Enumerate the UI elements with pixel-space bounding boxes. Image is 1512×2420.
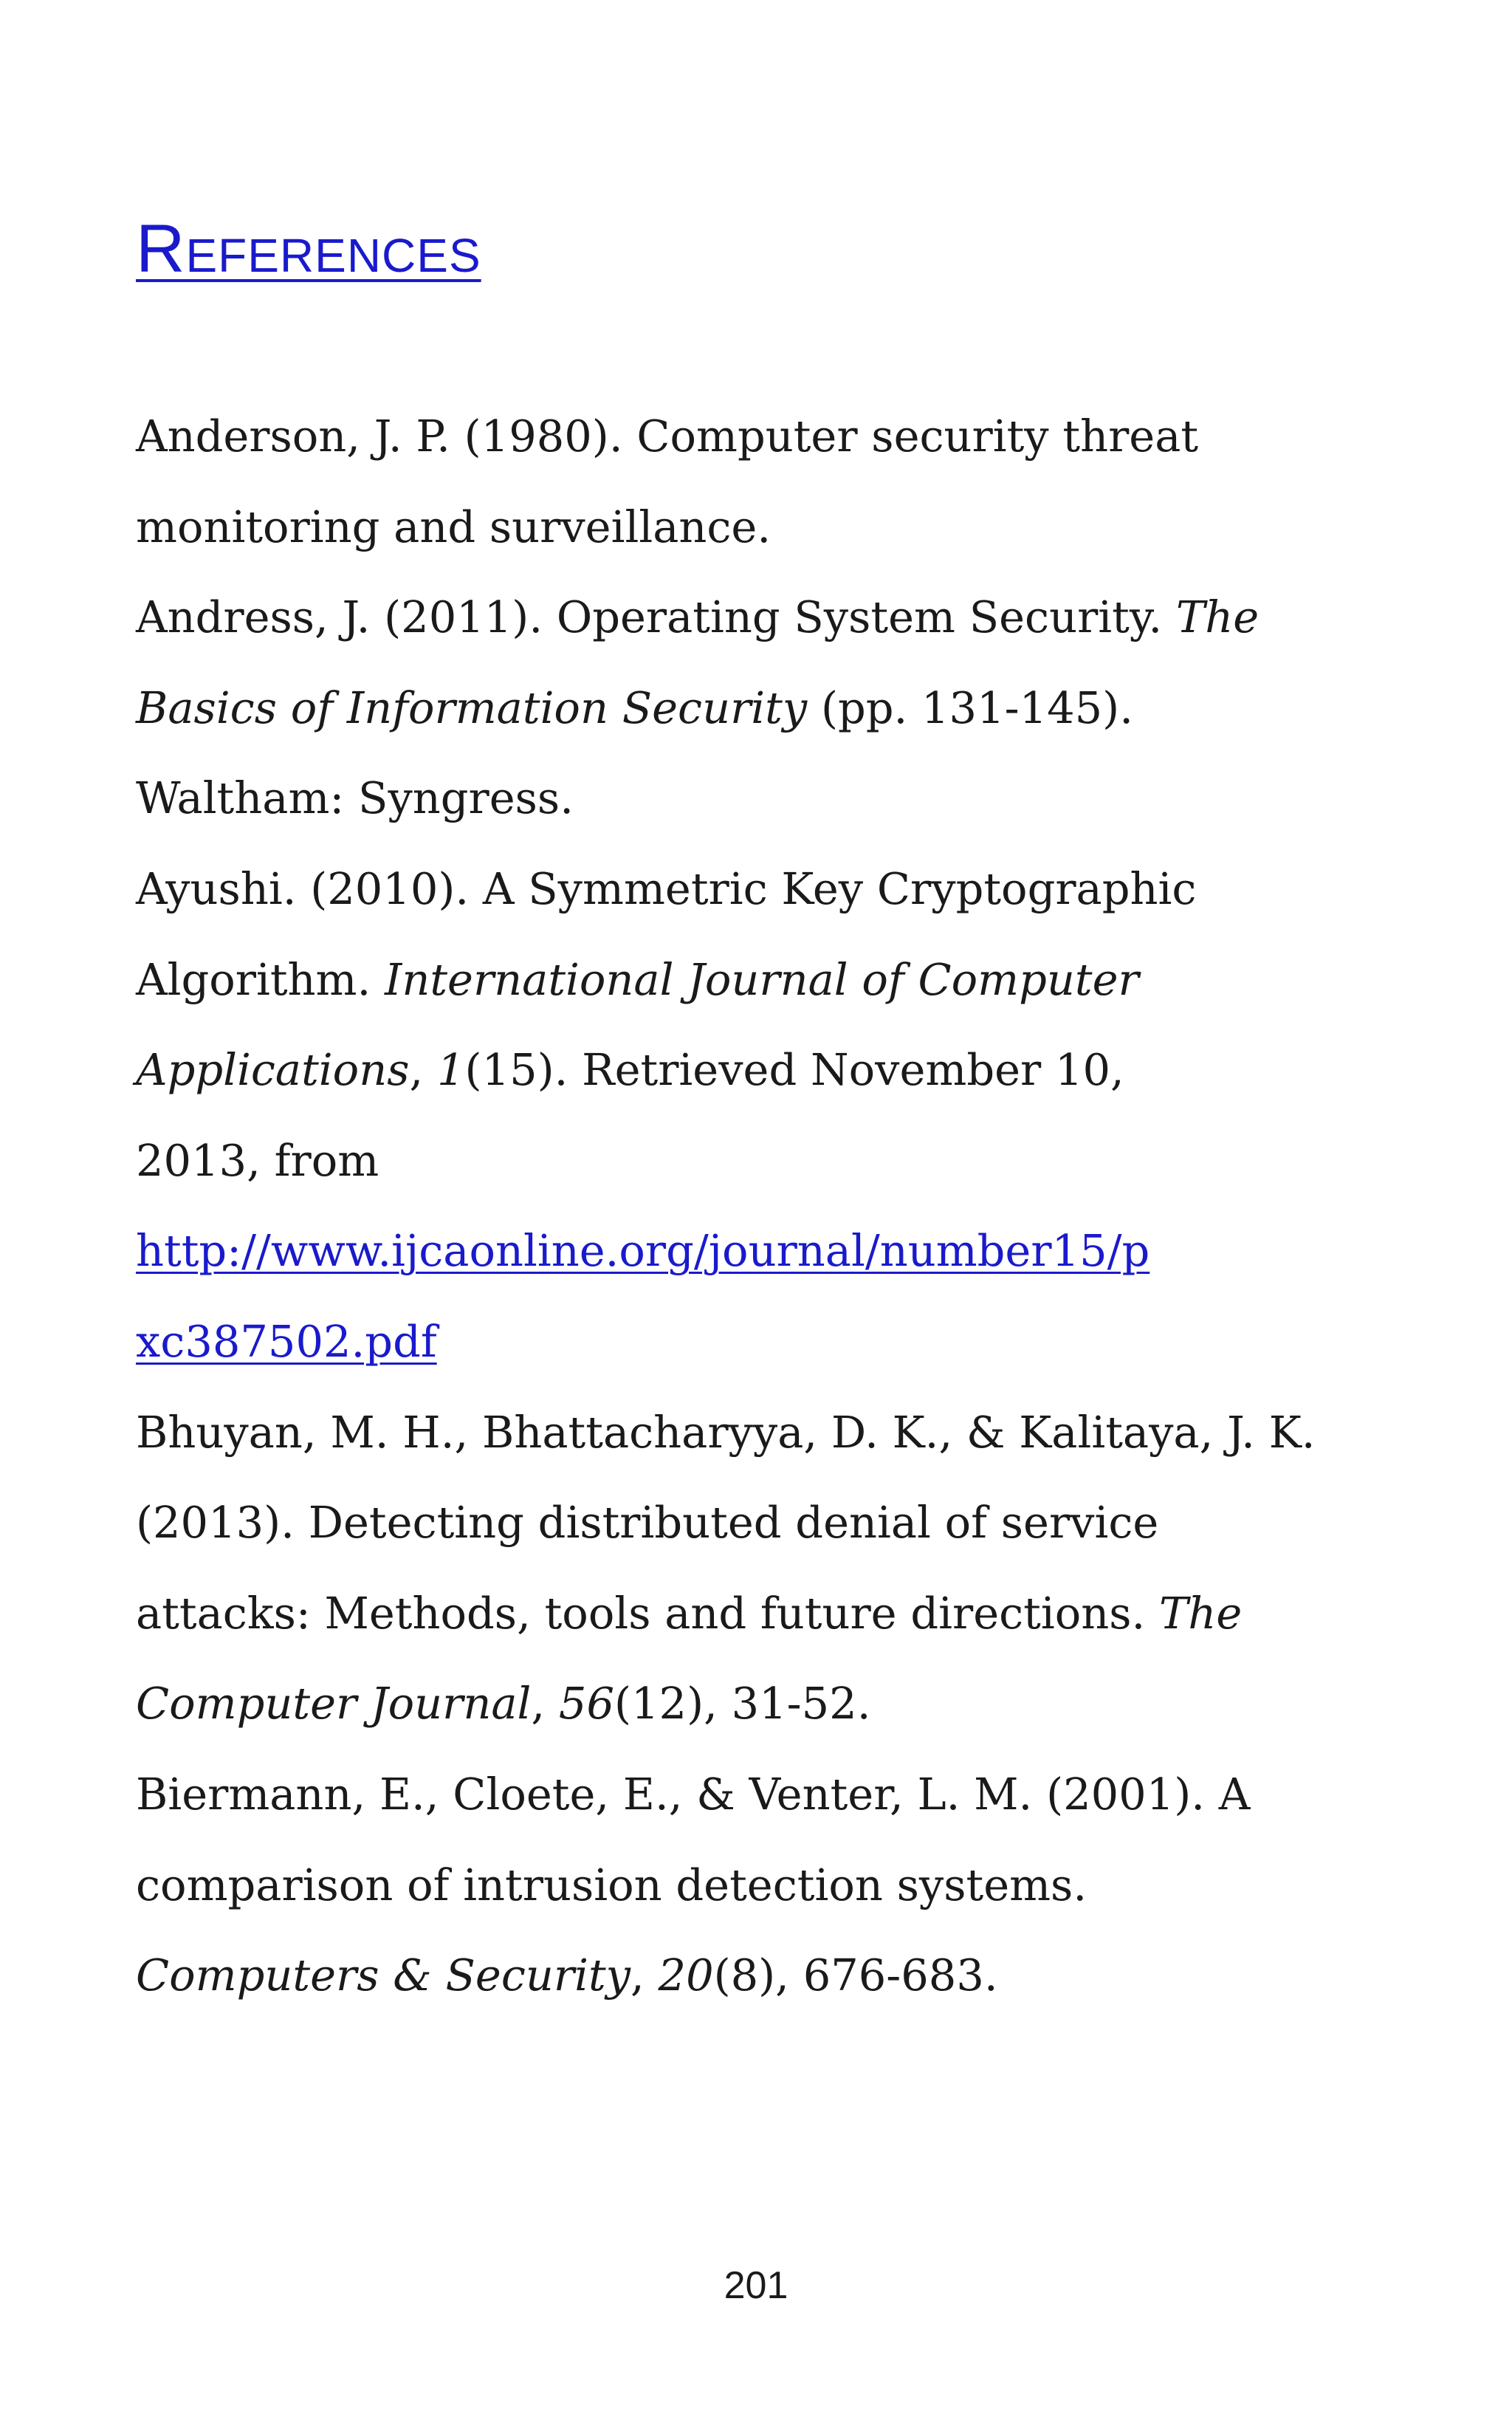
reference-andress bbox=[136, 572, 1376, 844]
reference-line bbox=[136, 1206, 1376, 1297]
reference-line: Ayushi. (2010). A Symmetric Key Cryptographic bbox=[136, 863, 1197, 914]
reference-line bbox=[136, 1297, 1376, 1388]
ref-text: , bbox=[409, 1044, 437, 1096]
ref-journal-italic: International Journal of Computer bbox=[385, 953, 1139, 1005]
ref-text: , bbox=[630, 1950, 659, 2001]
reference-line bbox=[136, 1930, 1376, 2021]
reference-biermann bbox=[136, 1749, 1376, 2021]
ref-text: (pp. 131-145). bbox=[807, 682, 1133, 733]
ref-text: Algorithm. bbox=[136, 953, 385, 1005]
ref-volume-italic: 20 bbox=[658, 1950, 714, 2001]
reference-url-link[interactable]: http://www.ijcaonline.org/journal/number15/p bbox=[136, 1225, 1150, 1277]
reference-line bbox=[136, 1569, 1376, 1659]
ref-text: (15). Retrieved November 10, bbox=[464, 1044, 1124, 1096]
reference-list bbox=[136, 391, 1376, 2021]
reference-line: Bhuyan, M. H., Bhattacharyya, D. K., & Kalitaya, J. K. bbox=[136, 1406, 1316, 1458]
ref-text: (12), 31-52. bbox=[614, 1678, 871, 1730]
ref-text: Andress, J. (2011). Operating System Security. bbox=[136, 592, 1176, 643]
ref-journal-italic: Computers & Security bbox=[136, 1950, 631, 2001]
reference-line: 2013, from bbox=[136, 1134, 379, 1186]
ref-title-italic: The bbox=[1175, 592, 1260, 643]
reference-line: Anderson, J. P. (1980). Computer security threat bbox=[136, 411, 1199, 462]
ref-title-italic: Basics of Information Security bbox=[136, 682, 808, 733]
ref-journal-italic: The bbox=[1159, 1587, 1243, 1639]
reference-url-link[interactable]: xc387502.pdf bbox=[136, 1315, 437, 1367]
reference-line bbox=[136, 1025, 1376, 1116]
reference-ayushi bbox=[136, 844, 1376, 1388]
ref-volume-italic: 1 bbox=[437, 1044, 465, 1096]
reference-line bbox=[136, 663, 1376, 754]
ref-journal-italic: Applications bbox=[136, 1044, 410, 1096]
page-number: 201 bbox=[724, 2264, 788, 2307]
ref-text: (8), 676-683. bbox=[713, 1950, 998, 2001]
reference-line: monitoring and surveillance. bbox=[136, 501, 772, 552]
reference-line bbox=[136, 935, 1376, 1026]
reference-anderson bbox=[136, 391, 1376, 572]
reference-line bbox=[136, 1659, 1376, 1749]
ref-text: attacks: Methods, tools and future directions. bbox=[136, 1587, 1160, 1639]
reference-line: Waltham: Syngress. bbox=[136, 772, 574, 824]
reference-bhuyan bbox=[136, 1388, 1376, 1749]
ref-text: , bbox=[531, 1678, 559, 1730]
reference-line: Biermann, E., Cloete, E., & Venter, L. M. (2001). A bbox=[136, 1768, 1251, 1820]
ref-journal-italic: Computer Journal bbox=[136, 1678, 532, 1730]
reference-line bbox=[136, 572, 1376, 663]
ref-volume-italic: 56 bbox=[558, 1678, 614, 1730]
reference-line: (2013). Detecting distributed denial of service bbox=[136, 1497, 1159, 1549]
reference-line: comparison of intrusion detection systems. bbox=[136, 1859, 1087, 1910]
references-heading[interactable]: References bbox=[136, 211, 481, 287]
